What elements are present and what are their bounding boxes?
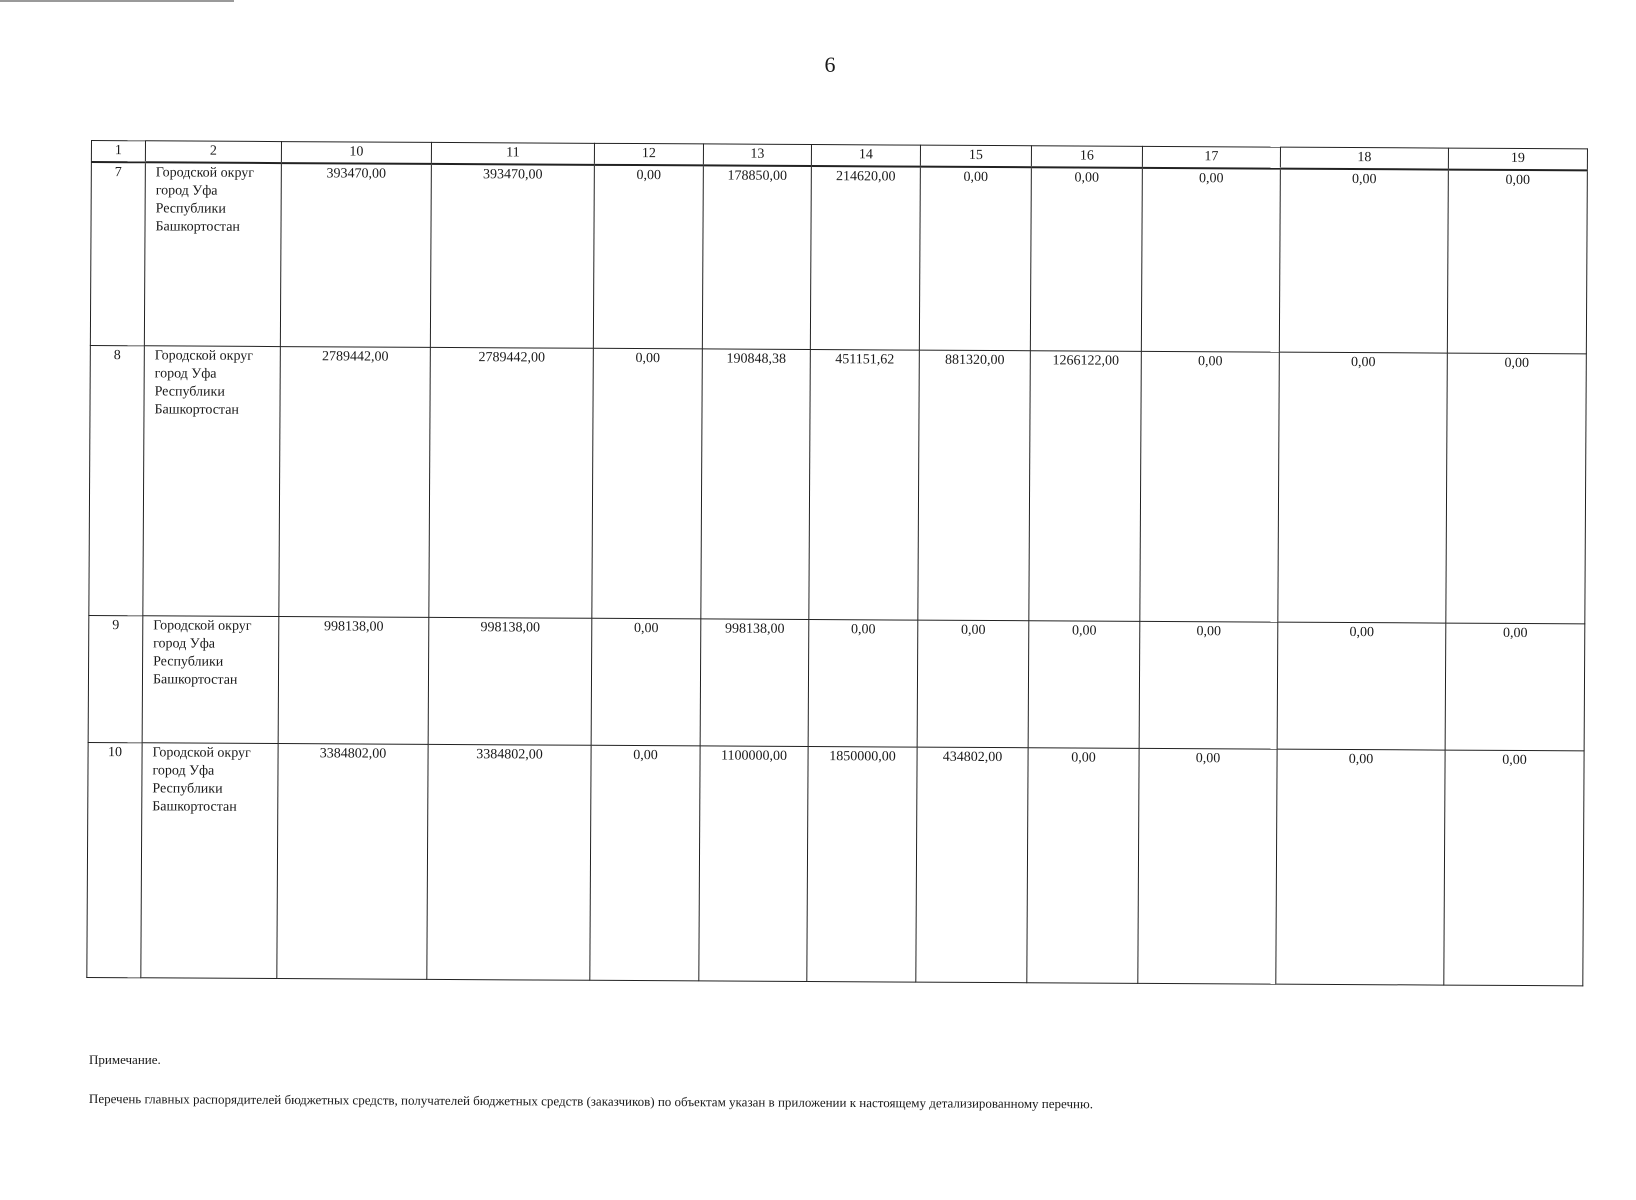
name-line: Башкортостан: [152, 671, 238, 688]
value-cell: 0,00: [1030, 167, 1142, 351]
value-cell: 998138,00: [278, 616, 429, 744]
note-title: Примечание.: [89, 1052, 161, 1067]
value-cell: 998138,00: [700, 618, 809, 746]
value-cell: 1266122,00: [1029, 350, 1142, 621]
value-cell: 393470,00: [430, 164, 594, 348]
name-line: Городской округ: [153, 617, 252, 634]
column-header: 14: [811, 145, 920, 167]
value-cell: 0,00: [808, 619, 918, 747]
column-header: 2: [145, 141, 281, 163]
row-number: 9: [88, 615, 143, 742]
value-cell: 0,00: [1140, 351, 1280, 622]
scan-edge-mark: [0, 0, 234, 2]
name-line: Башкортостан: [152, 798, 237, 815]
name-line: Республики: [153, 653, 224, 670]
value-cell: 0,00: [1276, 749, 1445, 985]
name-line: город Уфа: [154, 365, 217, 382]
name-line: Республики: [155, 201, 226, 217]
name-line: Городской округ: [152, 744, 251, 761]
column-header: 10: [281, 142, 431, 164]
value-cell: 0,00: [1445, 623, 1585, 751]
name-line: город Уфа: [155, 183, 218, 199]
note-text: Перечень главных распорядителей бюджетных средств, получателей бюджетных средств (заказчиков) по объектам указан в приложении к настоящему детализированному перечню.: [88, 1091, 1094, 1112]
table-row: [88, 615, 1585, 750]
value-cell: 0,00: [1138, 748, 1277, 984]
value-cell: 0,00: [917, 620, 1029, 748]
value-cell: 3384802,00: [427, 744, 591, 980]
value-cell: 0,00: [1444, 750, 1584, 986]
column-header: 13: [703, 144, 811, 166]
budget-table: [86, 140, 1588, 986]
table-row: [90, 162, 1587, 353]
column-header: 18: [1280, 147, 1448, 169]
name-line: Башкортостан: [154, 401, 239, 418]
row-number: 8: [89, 345, 145, 615]
value-cell: 1850000,00: [807, 746, 917, 982]
organization-name: [143, 345, 281, 616]
row-number: 10: [87, 742, 142, 977]
name-line: Городской округ: [154, 347, 254, 364]
value-cell: 3384802,00: [277, 743, 428, 979]
value-cell: 0,00: [1027, 747, 1139, 983]
name-line: город Уфа: [153, 635, 216, 652]
value-cell: 881320,00: [918, 350, 1031, 621]
table-row: [89, 345, 1586, 623]
row-number: 7: [90, 162, 145, 345]
name-line: город Уфа: [152, 762, 215, 779]
value-cell: 0,00: [593, 165, 703, 349]
value-cell: 0,00: [1277, 622, 1446, 750]
value-cell: 451151,62: [809, 349, 920, 620]
organization-name: [141, 742, 278, 978]
name-line: Республики: [154, 383, 225, 400]
value-cell: 0,00: [1028, 620, 1140, 748]
column-header: 12: [594, 143, 703, 165]
organization-name: [142, 615, 279, 743]
name-line: Башкортостан: [155, 219, 240, 235]
column-header: 19: [1448, 148, 1587, 170]
value-cell: 0,00: [1279, 169, 1448, 353]
page-number: 6: [824, 52, 836, 77]
value-cell: 393470,00: [280, 163, 431, 347]
column-header: 11: [431, 142, 594, 164]
value-cell: 0,00: [1278, 352, 1448, 623]
name-line: Республики: [152, 780, 223, 797]
value-cell: 0,00: [919, 167, 1031, 351]
value-cell: 998138,00: [428, 617, 592, 745]
value-cell: 2789442,00: [279, 346, 431, 617]
value-cell: 0,00: [592, 348, 703, 619]
value-cell: 0,00: [1141, 168, 1280, 352]
table-row: [87, 742, 1584, 985]
organization-name: [144, 162, 281, 346]
name-line: Городской округ: [155, 165, 255, 181]
column-header: 16: [1031, 146, 1142, 168]
value-cell: 0,00: [591, 618, 701, 746]
value-cell: 434802,00: [916, 747, 1028, 983]
value-cell: 0,00: [1447, 170, 1587, 354]
value-cell: 0,00: [590, 745, 700, 981]
column-header: 15: [920, 145, 1031, 167]
value-cell: 1100000,00: [699, 745, 808, 981]
value-cell: 214620,00: [810, 166, 920, 350]
column-header: 17: [1142, 146, 1280, 168]
value-cell: 0,00: [1139, 621, 1278, 749]
value-cell: 190848,38: [701, 348, 811, 619]
value-cell: 0,00: [1446, 353, 1587, 624]
value-cell: 178850,00: [702, 165, 811, 349]
value-cell: 2789442,00: [429, 347, 594, 618]
column-header: 1: [91, 141, 145, 163]
